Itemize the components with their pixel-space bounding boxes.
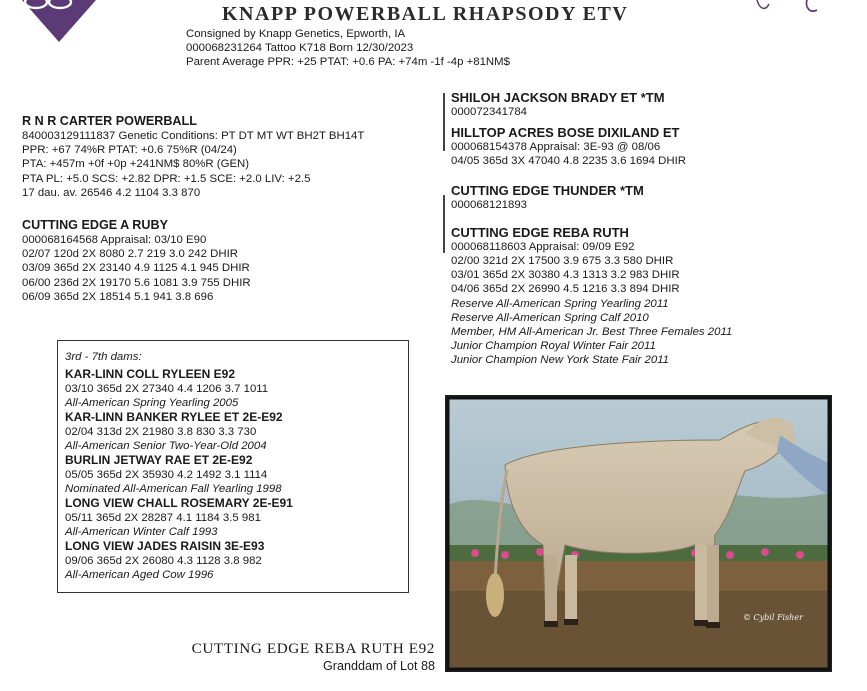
sire-line: PTA: +457m +0f +0p +241NM$ 80%R (GEN) bbox=[22, 158, 250, 171]
dams-box bbox=[57, 340, 409, 593]
dam-dam-line: 04/06 365d 2X 26990 4.5 1216 3.3 894 DHIR bbox=[451, 283, 680, 296]
dam-dam-line: 02/00 321d 2X 17500 3.9 675 3.3 580 DHIR bbox=[451, 255, 674, 268]
dam-sire-line: 000068121893 bbox=[451, 198, 528, 211]
sire-block bbox=[22, 114, 364, 200]
sire-dam-line: 04/05 365d 3X 47040 4.8 2235 3.6 1694 DHIR bbox=[451, 155, 686, 168]
box-dam-honor: All-American Aged Cow 1996 bbox=[65, 569, 214, 581]
box-dam-name: KAR-LINN BANKER RYLEE ET 2E-E92 bbox=[65, 410, 283, 425]
sire-dam-name: HILLTOP ACRES BOSE DIXILAND ET bbox=[451, 125, 680, 141]
brand-logo-icon bbox=[0, 0, 118, 44]
box-dam-record: 09/06 365d 2X 26080 4.3 1128 3.8 982 bbox=[65, 554, 262, 567]
pedigree-bracket-bottom bbox=[443, 195, 445, 253]
dam-dam-line: 03/01 365d 2X 30380 4.3 1313 3.2 983 DHIR bbox=[451, 269, 680, 282]
dam-block bbox=[22, 218, 251, 304]
box-dam-record: 02/04 313d 2X 21980 3.8 830 3.3 730 bbox=[65, 425, 257, 438]
photo-caption bbox=[170, 640, 435, 673]
dam-dam-honor: Reserve All-American Spring Calf 2010 bbox=[451, 311, 649, 324]
sire-sire-line: 000072341784 bbox=[451, 106, 528, 118]
id-line: 000068231264 Tattoo K718 Born 12/30/2023 bbox=[186, 42, 414, 54]
box-dam-honor: All-American Winter Calf 1993 bbox=[65, 526, 218, 538]
dam-name: CUTTING EDGE A RUBY bbox=[22, 218, 168, 232]
dam-dam-honor: Member, HM All-American Jr. Best Three Females 2011 bbox=[451, 326, 733, 339]
box-dam-record: 05/11 365d 2X 28287 4.1 1184 3.5 981 bbox=[65, 511, 261, 524]
sire-line: PTA PL: +5.0 SCS: +2.82 DPR: +1.5 SCE: +2.0 LIV: +2.5 bbox=[22, 172, 311, 185]
photographer-credit: © Cybil Fisher bbox=[743, 613, 803, 622]
lot-header bbox=[186, 27, 510, 69]
photo-caption-title: CUTTING EDGE REBA RUTH E92 bbox=[191, 640, 435, 657]
sire-line: 17 dau. av. 26546 4.2 1104 3.3 870 bbox=[22, 186, 201, 199]
box-dam-record: 05/05 365d 2X 35930 4.2 1492 3.1 1114 bbox=[65, 468, 268, 481]
consigned-line: Consigned by Knapp Genetics, Epworth, IA bbox=[186, 28, 406, 40]
box-dam-record: 03/10 365d 2X 27340 4.4 1206 3.7 1011 bbox=[65, 382, 269, 395]
dam-dam-honor: Reserve All-American Spring Yearling 2011 bbox=[451, 297, 669, 310]
grandparents-block bbox=[451, 90, 732, 368]
dam-line: 03/09 365d 2X 23140 4.9 1125 4.1 945 DHIR bbox=[22, 262, 250, 275]
dams-box-heading: 3rd - 7th dams: bbox=[65, 351, 142, 363]
dam-dam-name: CUTTING EDGE REBA RUTH bbox=[451, 224, 629, 240]
dam-dam-honor: Junior Champion New York State Fair 2011 bbox=[451, 354, 670, 367]
dam-line: 06/09 365d 2X 18514 5.1 941 3.8 696 bbox=[22, 290, 214, 303]
box-dam-name: BURLIN JETWAY RAE ET 2E-E92 bbox=[65, 453, 253, 468]
decorative-swash-icon bbox=[747, 0, 867, 18]
box-dam-honor: All-American Spring Yearling 2005 bbox=[65, 397, 239, 409]
box-dam-name: KAR-LINN COLL RYLEEN E92 bbox=[65, 367, 236, 382]
sire-line: PPR: +67 74%R PTAT: +0.6 75%R (04/24) bbox=[22, 144, 237, 157]
box-dam-name: LONG VIEW JADES RAISIN 3E-E93 bbox=[65, 539, 265, 554]
dam-dam-honor: Junior Champion Royal Winter Fair 2011 bbox=[451, 340, 656, 353]
box-dam-honor: Nominated All-American Fall Yearling 1998 bbox=[65, 483, 282, 495]
dam-line: 000068164568 Appraisal: 03/10 E90 bbox=[22, 234, 207, 246]
sire-sire-name: SHILOH JACKSON BRADY ET *TM bbox=[451, 90, 665, 105]
sire-line: 840003129111837 Genetic Conditions: PT DT MT WT BH2T BH14T bbox=[22, 130, 365, 142]
box-dam-honor: All-American Senior Two-Year-Old 2004 bbox=[65, 440, 267, 452]
photo-caption-subtitle: Granddam of Lot 88 bbox=[322, 659, 435, 673]
sire-dam-line: 000068154378 Appraisal: 3E-93 @ 08/06 bbox=[451, 141, 661, 154]
cow-photo bbox=[445, 395, 832, 672]
dam-dam-line: 000068118603 Appraisal: 09/09 E92 bbox=[451, 240, 635, 253]
dam-line: 02/07 120d 2X 8080 2.7 219 3.0 242 DHIR bbox=[22, 248, 238, 261]
box-dam-name: LONG VIEW CHALL ROSEMARY 2E-E91 bbox=[65, 496, 293, 511]
pedigree-bracket-top bbox=[443, 93, 445, 151]
sire-name: R N R CARTER POWERBALL bbox=[22, 114, 197, 128]
dam-sire-name: CUTTING EDGE THUNDER *TM bbox=[451, 182, 644, 198]
dam-line: 06/00 236d 2X 19170 5.6 1081 3.9 755 DHIR bbox=[22, 276, 251, 289]
parent-average-line: Parent Average PPR: +25 PTAT: +0.6 PA: +74m -1f -4p +81NM$ bbox=[186, 56, 510, 68]
lot-title: KNAPP POWERBALL RHAPSODY ETV bbox=[222, 3, 629, 25]
